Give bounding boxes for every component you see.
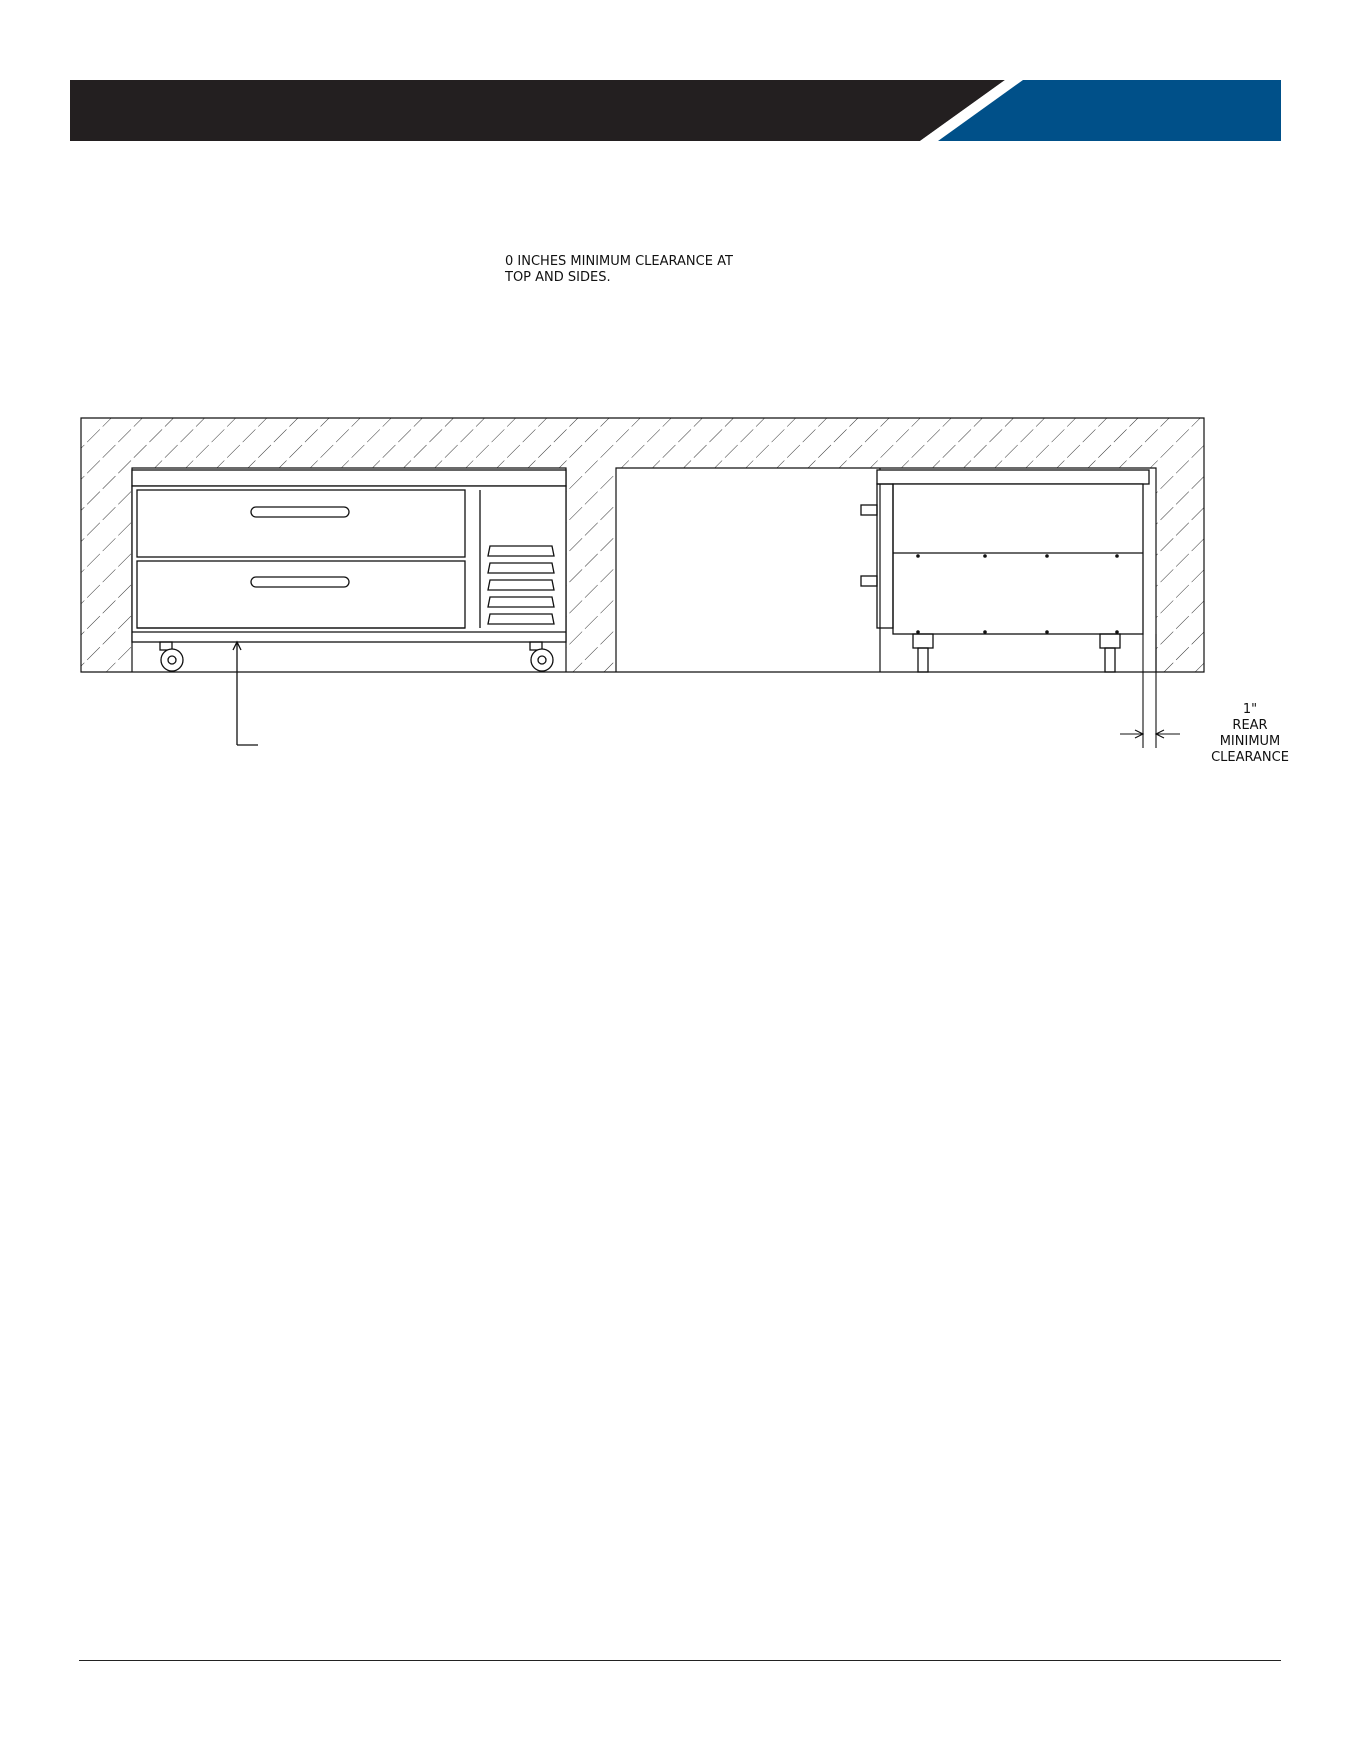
side-handle-lower-icon (861, 576, 877, 586)
side-cabinet-body (893, 484, 1143, 634)
rear-clearance-line3: CLEARANCE (1211, 750, 1289, 765)
rear-clearance-line2: MINIMUM (1219, 734, 1281, 749)
side-handle-upper-icon (861, 505, 877, 515)
side-view-unit (861, 470, 1149, 672)
caster-left-icon (160, 642, 183, 671)
front-view-unit (132, 470, 566, 745)
leg-height-leader (233, 642, 258, 745)
top-sides-clearance-note (505, 254, 765, 286)
rear-clearance-note (1190, 702, 1310, 766)
rear-clearance-line1: REAR (1232, 718, 1268, 733)
top-sides-clearance-line2: TOP AND SIDES. (505, 270, 611, 285)
rear-clearance-dimension-label: 1" (1242, 702, 1258, 717)
side-caster-right-icon (1100, 634, 1120, 672)
top-sides-clearance-line1: 0 INCHES MINIMUM CLEARANCE AT (505, 254, 733, 269)
side-caster-left-icon (913, 634, 933, 672)
side-top-panel (877, 470, 1149, 484)
front-top-panel (132, 470, 566, 486)
caster-right-icon (530, 642, 553, 671)
clearance-diagram (0, 0, 1361, 800)
footer-rule (79, 1660, 1281, 1661)
